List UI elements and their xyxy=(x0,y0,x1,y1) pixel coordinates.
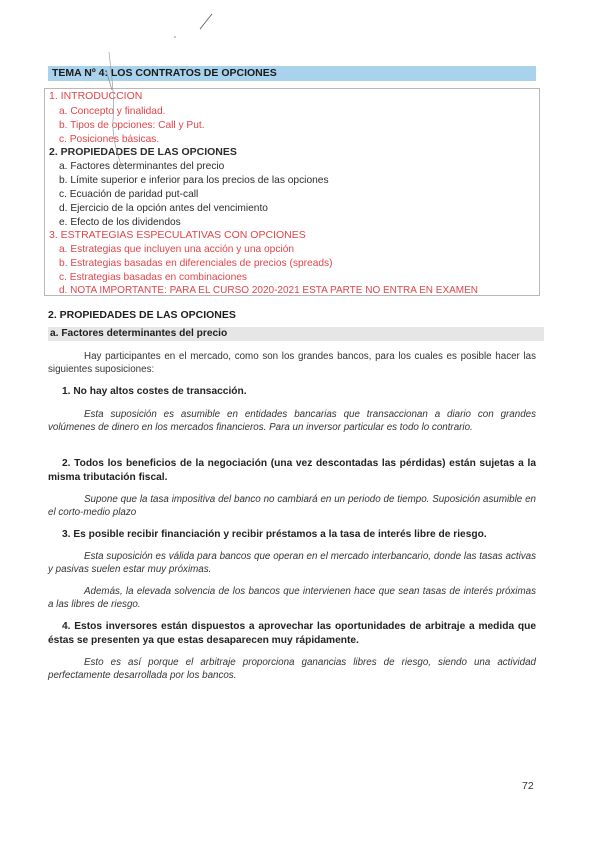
toc-item: a. Factores determinantes del precio xyxy=(59,161,225,172)
toc-item: a. Concepto y finalidad. xyxy=(59,106,166,117)
point-heading-text: 4. Estos inversores están dispuestos a aprovechar las oportunidades de arbitraje a medida que éstas se presenten ya que estas desaparecen muy rápidamente. xyxy=(48,621,536,646)
intro-text: Hay participantes en el mercado, como son los grandes bancos, para los cuales es posible hacer las siguientes suposiciones: xyxy=(48,351,536,375)
toc-section-2-title: 2. PROPIEDADES DE LAS OPCIONES xyxy=(49,146,237,158)
section-title: 2. PROPIEDADES DE LAS OPCIONES xyxy=(48,309,236,321)
toc-item: e. Efecto de los dividendos xyxy=(59,217,181,228)
subsection-title: a. Factores determinantes del precio xyxy=(48,327,544,341)
point-heading xyxy=(48,620,536,647)
toc-section-1-title: 1. INTRODUCCION xyxy=(49,90,143,102)
pen-stroke xyxy=(200,14,212,29)
point-paragraph xyxy=(48,656,536,682)
point-paragraph-text: Supone que la tasa impositiva del banco no cambiará en un periodo de tiempo. Suposición asumible en el corto-medio plazo xyxy=(48,494,536,518)
point-heading-text: 1. No hay altos costes de transacción. xyxy=(62,386,247,397)
toc-item: a. Estrategias que incluyen una acción y una opción xyxy=(59,244,295,255)
toc-section-3-title: 3. ESTRATEGIAS ESPECULATIVAS CON OPCIONES xyxy=(49,229,306,241)
point-paragraph xyxy=(48,408,536,434)
toc-note: d. NOTA IMPORTANTE: PARA EL CURSO 2020-2021 ESTA PARTE NO ENTRA EN EXAMEN xyxy=(59,285,479,296)
point-paragraph-text: Además, la elevada solvencia de los bancos que intervienen hace que sean tasas de interés próximas a las libres de riesgo. xyxy=(48,586,536,610)
toc-item: c. Ecuación de paridad put-call xyxy=(59,189,199,200)
chapter-title: TEMA Nº 4: LOS CONTRATOS DE OPCIONES xyxy=(48,66,536,81)
point-heading-text: 3. Es posible recibir financiación y recibir préstamos a la tasa de interés libre de riesgo. xyxy=(62,529,487,540)
toc-item: c. Estrategias basadas en combinaciones xyxy=(59,272,248,283)
toc-item: d. Ejercicio de la opción antes del vencimiento xyxy=(59,203,268,214)
point-heading xyxy=(48,457,536,484)
point-heading-text: 2. Todos los beneficios de la negociación (una vez descontadas las pérdidas) están sujetas a la misma tributación fiscal. xyxy=(48,458,536,483)
intro-paragraph xyxy=(48,350,536,376)
toc-item: b. Límite superior e inferior para los precios de las opciones xyxy=(59,175,329,186)
point-paragraph-text: Esta suposición es asumible en entidades bancarias que transaccionan a diario con grandes volúmenes de dinero en los mercados financieros. Para un inversor particular es todo lo contrario. xyxy=(48,409,536,433)
table-of-contents xyxy=(44,88,540,296)
point-heading xyxy=(48,528,536,542)
point-paragraph xyxy=(48,493,536,519)
page-number: 72 xyxy=(522,780,534,792)
point-heading xyxy=(48,385,536,399)
toc-item: c. Posiciones básicas. xyxy=(59,134,160,145)
point-paragraph xyxy=(48,585,536,611)
point-paragraph xyxy=(48,550,536,576)
point-paragraph-text: Esta suposición es válida para bancos que operan en el mercado interbancario, donde las tasas activas y pasivas suelen estar muy próximas. xyxy=(48,551,536,575)
toc-item: b. Tipos de opciones: Call y Put. xyxy=(59,120,205,131)
toc-item: b. Estrategias basadas en diferenciales de precios (spreads) xyxy=(59,258,333,269)
point-paragraph-text: Esto es así porque el arbitraje proporciona ganancias libres de riesgo, siendo una actividad perfectamente desarrollada por los bancos. xyxy=(48,657,536,681)
